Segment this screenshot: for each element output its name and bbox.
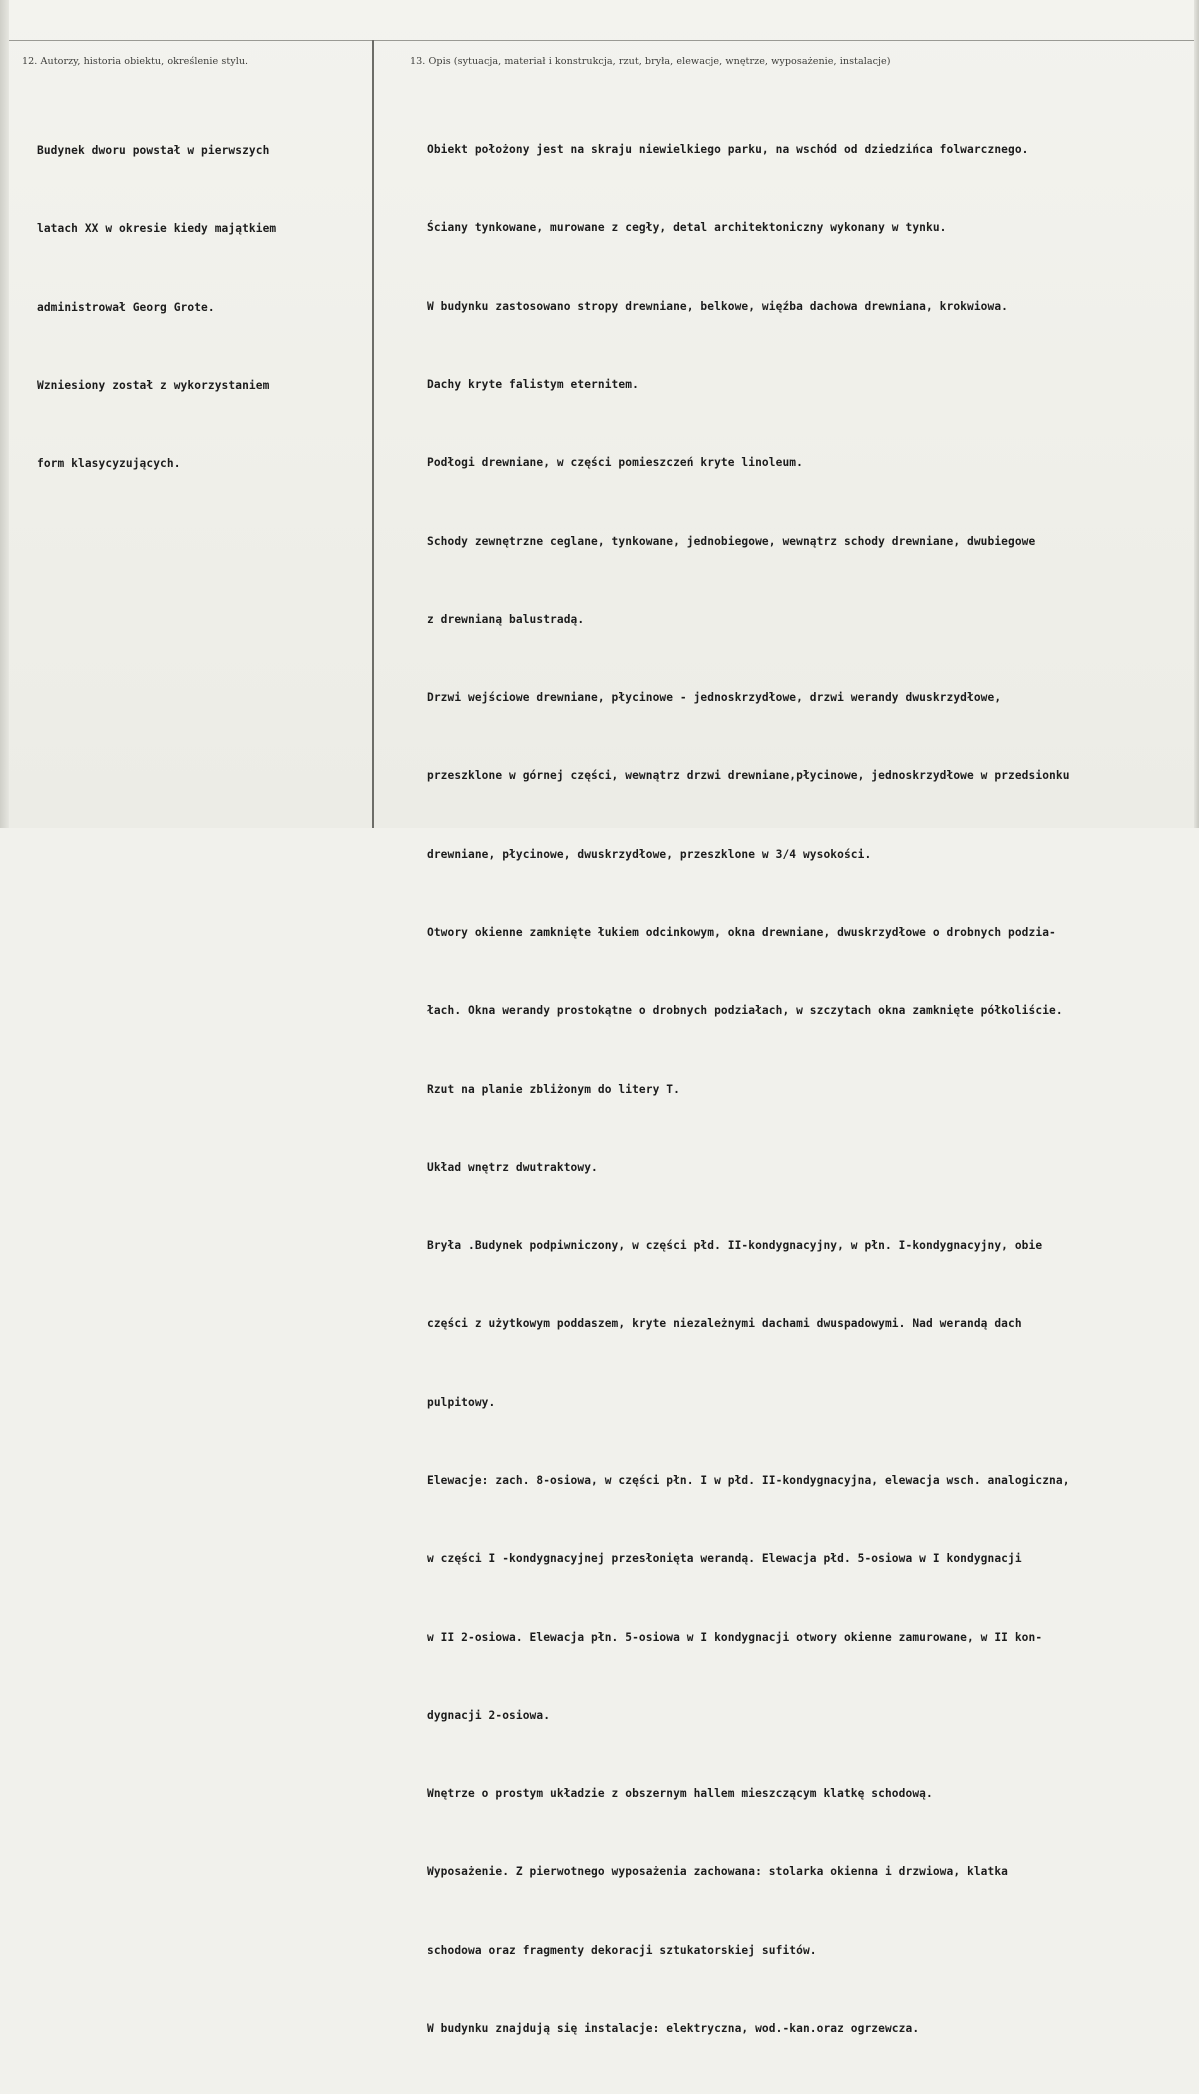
text-line: W budynku zastosowano stropy drewniane, belkowe, więźba dachowa drewniana, krokwiowa. <box>427 299 1009 313</box>
text-line: Elewacje: zach. 8-osiowa, w części płn. I w płd. II-kondygnacyjna, elewacja wsch. analogiczna, <box>427 1473 1070 1487</box>
text-line: Obiekt położony jest na skraju niewielkiego parku, na wschód od dziedzińca folwarcznego. <box>427 143 1029 157</box>
text-line: schodowa oraz fragmenty dekoracji sztukatorskiej sufitów. <box>427 1943 817 1957</box>
text-line: Otwory okienne zamknięte łukiem odcinkowym, okna drewniane, dwuskrzydłowe o drobnych podzia- <box>427 926 1056 939</box>
text-line: części z użytkowym poddaszem, kryte niezależnymi dachami dwuspadowymi. Nad werandą dach <box>427 1317 1022 1331</box>
text-line: Wnętrze o prostym układzie z obszernym hallem mieszczącym klatkę schodową. <box>427 1787 933 1801</box>
text-line: Wyposażenie. Z pierwotnego wyposażenia zachowana: stolarka okienna i drzwiowa, klatka <box>427 1865 1009 1879</box>
section-13-text <box>427 85 1070 2094</box>
text-line: Bryła .Budynek podpiwniczony, w części płd. II-kondygnacyjny, w płn. I-kondygnacyjny, obie <box>427 1239 1043 1253</box>
text-line: latach XX w okresie kiedy majątkiem <box>37 222 277 236</box>
text-line: Układ wnętrz dwutraktowy. <box>427 1160 598 1174</box>
text-line: Podłogi drewniane, w części pomieszczeń kryte linoleum. <box>427 456 803 470</box>
text-line: Ściany tynkowane, murowane z cegły, detal architektoniczny wykonany w tynku. <box>427 221 947 235</box>
text-line: Drzwi wejściowe drewniane, płycinowe - jednoskrzydłowe, drzwi werandy dwuskrzydłowe, <box>427 691 1002 705</box>
top-horizontal-rule <box>9 40 1194 41</box>
column-divider <box>372 40 374 828</box>
text-line: pulpitowy. <box>427 1395 496 1409</box>
text-line: W budynku znajdują się instalacje: elektryczna, wod.-kan.oraz ogrzewcza. <box>427 2021 920 2035</box>
section-12-heading: 12. Autorzy, historia obiektu, określenie stylu. <box>22 56 249 67</box>
text-line: Wzniesiony został z wykorzystaniem <box>37 379 270 393</box>
text-line: w części I -kondygnacyjnej przesłonięta werandą. Elewacja płd. 5-osiowa w I kondygnacji <box>427 1552 1022 1566</box>
right-page-edge <box>1194 0 1199 828</box>
text-line: Budynek dworu powstał w pierwszych <box>37 144 270 158</box>
text-line: Rzut na planie zbliżonym do litery T. <box>427 1082 680 1096</box>
text-line: Schody zewnętrzne ceglane, tynkowane, jednobiegowe, wewnątrz schody drewniane, dwubiegowe <box>427 534 1036 548</box>
text-line: dygnacji 2-osiowa. <box>427 1708 551 1722</box>
section-12-text <box>37 86 276 530</box>
text-line: Dachy kryte falistym eternitem. <box>427 378 639 392</box>
left-page-edge <box>0 0 9 828</box>
text-line: drewniane, płycinowe, dwuskrzydłowe, przeszklone w 3/4 wysokości. <box>427 847 872 861</box>
text-line: w II 2-osiowa. Elewacja płn. 5-osiowa w I kondygnacji otwory okienne zamurowane, w II kon- <box>427 1630 1043 1644</box>
text-line: administrował Georg Grote. <box>37 300 215 314</box>
text-line: z drewnianą balustradą. <box>427 612 585 626</box>
section-13-heading: 13. Opis (sytuacja, materiał i konstrukcja, rzut, bryła, elewacje, wnętrze, wyposażenie, instalacje) <box>410 56 891 67</box>
text-line: form klasycyzujących. <box>37 457 181 471</box>
text-line: łach. Okna werandy prostokątne o drobnych podziałach, w szczytach okna zamknięte półkoliście. <box>427 1004 1063 1018</box>
text-line: przeszklone w górnej części, wewnątrz drzwi drewniane,płycinowe, jednoskrzydłowe w przedsionku <box>427 769 1070 783</box>
